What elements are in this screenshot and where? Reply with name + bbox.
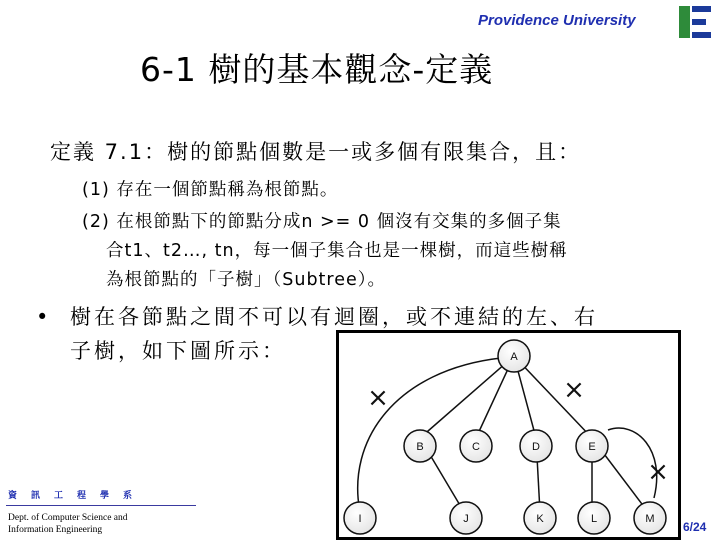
definition-item-1: (1) 存在一個節點稱為根節點。 [82, 180, 339, 200]
university-name: Providence University [478, 12, 636, 29]
footer-department-cn: 資訊工程學系 [8, 491, 147, 501]
node-label-i: I [358, 513, 362, 525]
page-number: 6/24 [683, 520, 707, 534]
node-label-c: C [472, 441, 480, 453]
node-label-d: D [532, 441, 540, 453]
footer-divider [6, 505, 196, 506]
node-label-m: M [645, 513, 655, 525]
bullet-line-2: 子樹，如下圖所示： [70, 339, 286, 363]
node-label-a: A [510, 351, 518, 363]
definition-item-2-line-3: 為根節點的「子樹」（Subtree）。 [106, 270, 387, 290]
definition-item-2-line-2: 合t1、t2…, tn，每一個子集合也是一棵樹，而這些樹稱 [106, 241, 568, 261]
definition-heading: 定義 7.1：樹的節點個數是一或多個有限集合，且： [50, 140, 582, 164]
node-label-l: L [590, 513, 598, 525]
footer-en-line-1: Dept. of Computer Science and [8, 513, 128, 523]
footer-department-en [8, 512, 208, 536]
definition-item-2-line-1: (2) 在根節點下的節點分成n >= 0 個沒有交集的多個子集 [82, 212, 562, 232]
node-label-b: B [416, 441, 424, 453]
cross-mark-disconnected: × [563, 375, 585, 405]
node-label-e: E [588, 441, 596, 453]
university-logo [675, 2, 715, 42]
cross-mark-cycle: × [367, 383, 389, 413]
tree-diagram [336, 330, 681, 540]
bullet-line-1: 樹在各節點之間不可以有迴圈，或不連結的左、右 [70, 305, 598, 329]
bullet-symbol: • [36, 305, 52, 329]
page-title: 6-1 樹的基本觀念-定義 [140, 50, 494, 89]
footer-en-line-2: Information Engineering [8, 525, 103, 535]
cross-mark-e-m: × [647, 457, 669, 487]
node-label-k: K [536, 513, 544, 525]
node-label-j: J [463, 513, 469, 525]
